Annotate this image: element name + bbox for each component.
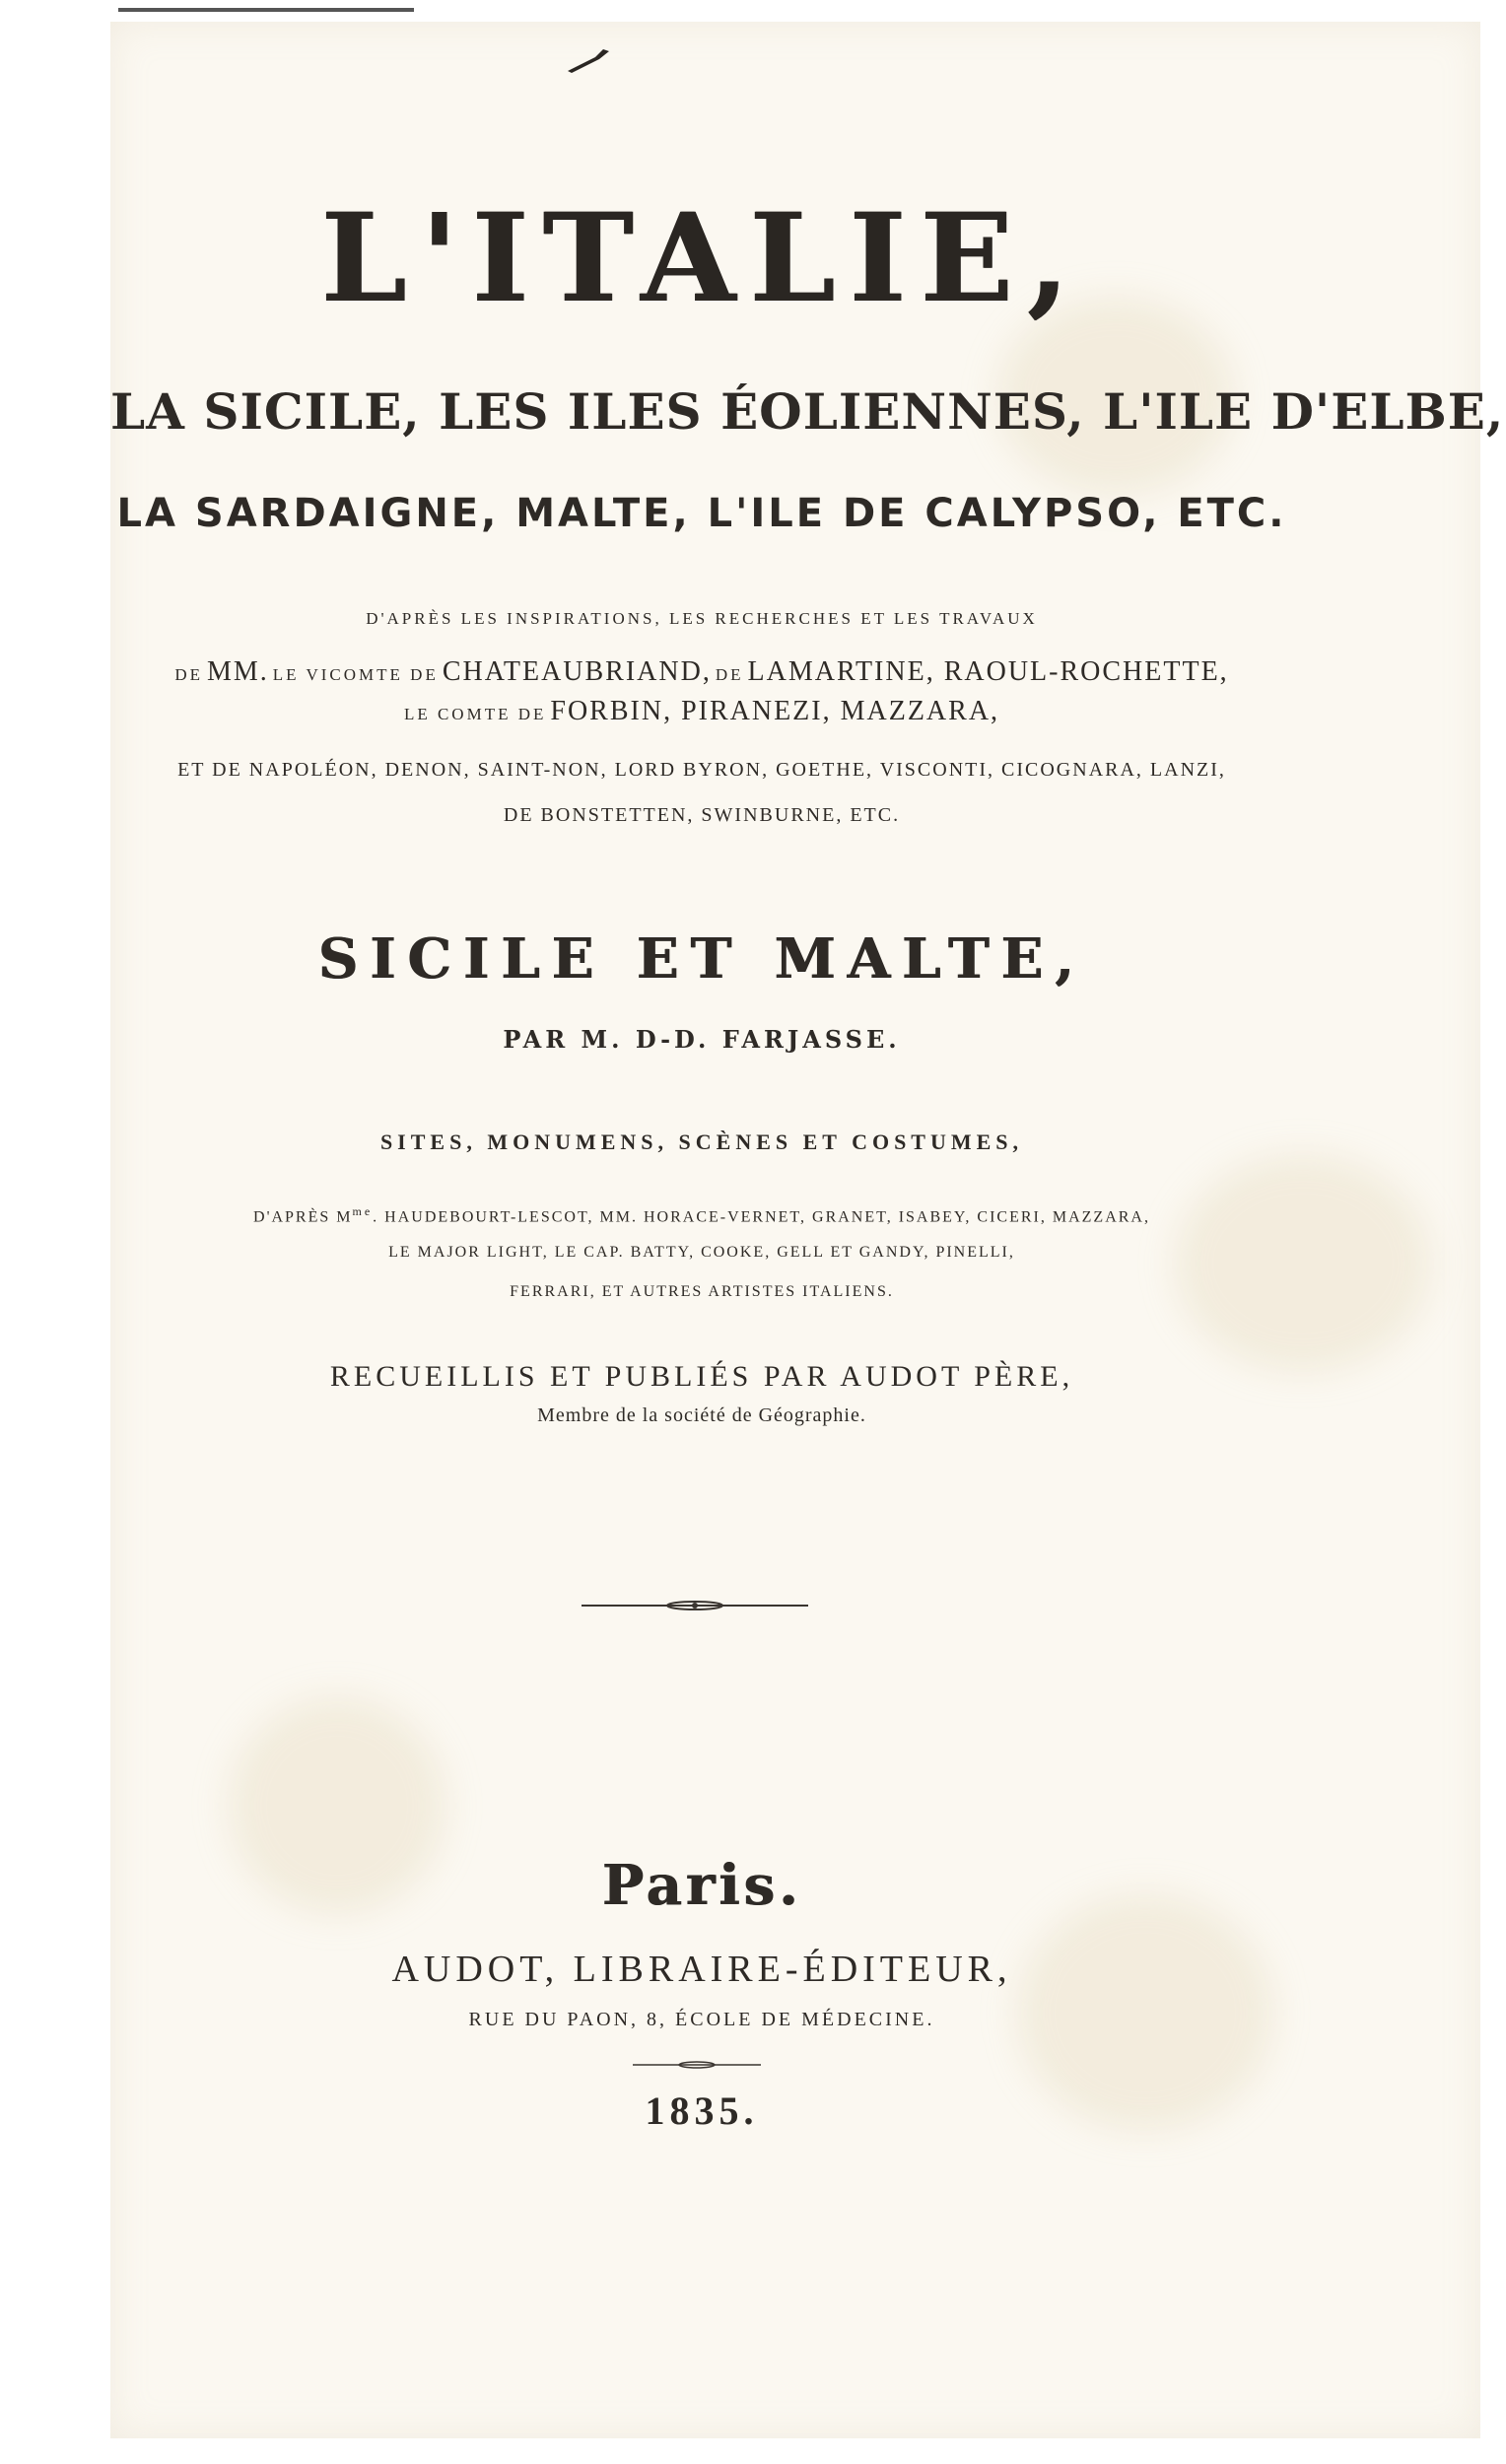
authors-line-4: DE BONSTETTEN, SWINBURNE, ETC.	[503, 804, 901, 826]
authors-line-3: ET DE NAPOLÉON, DENON, SAINT-NON, LORD BYRON, GOETHE, VISCONTI, CICOGNARA, LANZI,	[177, 759, 1226, 781]
artists-rest: . HAUDEBOURT-LESCOT, MM. HORACE-VERNET, GRANET, ISABEY, CICERI, MAZZARA,	[373, 1208, 1150, 1226]
small-divider-icon	[633, 2060, 761, 2070]
authors-de: DE	[174, 665, 203, 684]
address: RUE DU PAON, 8, ÉCOLE DE MÉDECINE.	[468, 2009, 935, 2030]
authors-vicomte: LE VICOMTE DE	[272, 665, 439, 684]
artists-line-3: FERRARI, ET AUTRES ARTISTES ITALIENS.	[510, 1283, 894, 1300]
section-title: SICILE ET MALTE,	[317, 926, 1086, 992]
author-byline: PAR M. D-D. FARJASSE.	[503, 1025, 901, 1054]
ink-mark-icon	[566, 45, 615, 75]
authors-line-1	[110, 656, 1293, 688]
inspirations-line: D'APRÈS LES INSPIRATIONS, LES RECHERCHES ET LES TRAVAUX	[366, 609, 1038, 628]
artists-prefix: D'APRÈS M	[253, 1208, 353, 1226]
authors-de-2: DE	[715, 665, 744, 684]
authors-lamartine: LAMARTINE, RAOUL-ROCHETTE,	[747, 656, 1229, 687]
ornamental-divider-icon	[582, 1599, 808, 1612]
membership: Membre de la société de Géographie.	[537, 1404, 866, 1426]
authors-chateaubriand: CHATEAUBRIAND,	[442, 656, 712, 687]
subtitle-line-1: LA SICILE, LES ILES ÉOLIENNES, L'ILE D'ELBE,	[110, 382, 1505, 441]
authors-mm: MM.	[206, 656, 269, 687]
subtitle-line-2: LA SARDAIGNE, MALTE, L'ILE DE CALYPSO, ETC.	[116, 491, 1287, 536]
city: Paris.	[601, 1853, 802, 1918]
publication-year: 1835.	[645, 2088, 759, 2133]
artists-sup: me	[352, 1204, 374, 1218]
publisher: AUDOT, LIBRAIRE-ÉDITEUR,	[391, 1949, 1012, 1990]
top-edge-bar	[118, 8, 414, 12]
sites-line: SITES, MONUMENS, SCÈNES ET COSTUMES,	[379, 1129, 1024, 1154]
artists-line-2: LE MAJOR LIGHT, LE CAP. BATTY, COOKE, GELL ET GANDY, PINELLI,	[388, 1244, 1015, 1261]
main-title: L'ITALIE,	[320, 187, 1083, 330]
authors-line-2	[110, 696, 1293, 727]
collected-by: RECUEILLIS ET PUBLIÉS PAR AUDOT PÈRE,	[329, 1360, 1074, 1393]
artists-line-1	[110, 1204, 1293, 1226]
authors-names: FORBIN, PIRANEZI, MAZZARA,	[550, 696, 1000, 726]
authors-comte: LE COMTE DE	[403, 705, 547, 723]
